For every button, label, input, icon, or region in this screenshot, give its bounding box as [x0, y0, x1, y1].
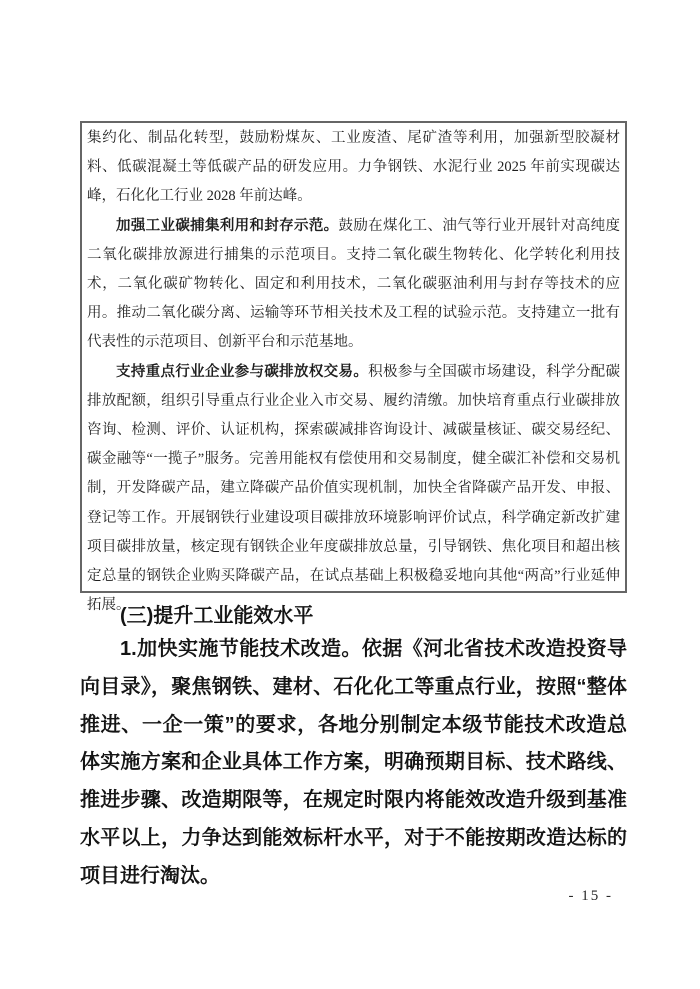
boxed-text-block	[80, 121, 627, 614]
box-paragraph-lead: 加强工业碳捕集利用和封存示范。	[116, 217, 339, 234]
box-paragraph-text: 鼓励在煤化工、油气等行业开展针对高纯度二氧化碳排放源进行捕集的示范项目。支持二氧化碳生物转化、化学转化利用技术，二氧化碳矿物转化、固定和利用技术，二氧化碳驱油利用与封存等技术的应用。推动二氧化碳分离、运输等环节相关技术及工程的试验示范。支持建立一批有代表性的示范项目、创新平台和示范基地。	[87, 217, 620, 351]
page-number	[569, 888, 614, 905]
box-paragraph-carbon-trading	[87, 358, 620, 621]
box-paragraph-carbon-capture	[87, 212, 620, 358]
box-paragraph-text: 积极参与全国碳市场建设，科学分配碳排放配额，组织引导重点行业企业入市交易、履约清缴。加快培育重点行业碳排放咨询、检测、评价、认证机构，探索碳减排咨询设计、减碳量核证、碳交易经纪、碳金融等“一揽子”服务。完善用能权有偿使用和交易制度，健全碳汇补偿和交易机制，开发降碳产品，建立降碳产品价值实现机制，加快全省降碳产品开发、申报、登记等工作。开展钢铁行业建设项目碳排放环境影响评价试点，科学确定新改扩建项目碳排放量，核定现有钢铁企业年度碳排放总量，引导钢铁、焦化项目和超出核定总量的钢铁企业购买降碳产品，在试点基础上积极稳妥地向其他“两高”行业延伸拓展。	[87, 363, 621, 614]
body-paragraph	[80, 631, 627, 896]
section-heading: (三)提升工业能效水平	[120, 605, 314, 627]
box-paragraph-text: 集约化、制品化转型，鼓励粉煤灰、工业废渣、尾矿渣等利用，加强新型胶凝材料、低碳混凝土等低碳产品的研发应用。力争钢铁、水泥行业 2025 年前实现碳达峰，石化化工行业 2028 年前达峰。	[87, 130, 620, 205]
box-paragraph-lead: 支持重点行业企业参与碳排放权交易。	[116, 363, 369, 380]
box-paragraph-continuation	[87, 124, 620, 212]
body-paragraph-lead: 1.加快实施节能技术改造。	[120, 638, 362, 660]
page-number-text: - 15 -	[568, 888, 613, 904]
body-paragraph-text: 依据《河北省技术改造投资导向目录》，聚焦钢铁、建材、石化化工等重点行业，按照“整体推进、一企一策”的要求，各地分别制定本级节能技术改造总体实施方案和企业具体工作方案，明确预期目标、技术路线、推进步骤、改造期限等，在规定时限内将能效改造升级到基准水平以上，力争达到能效标杆水平，对于不能按期改造达标的项目进行淘汰。	[80, 638, 627, 887]
